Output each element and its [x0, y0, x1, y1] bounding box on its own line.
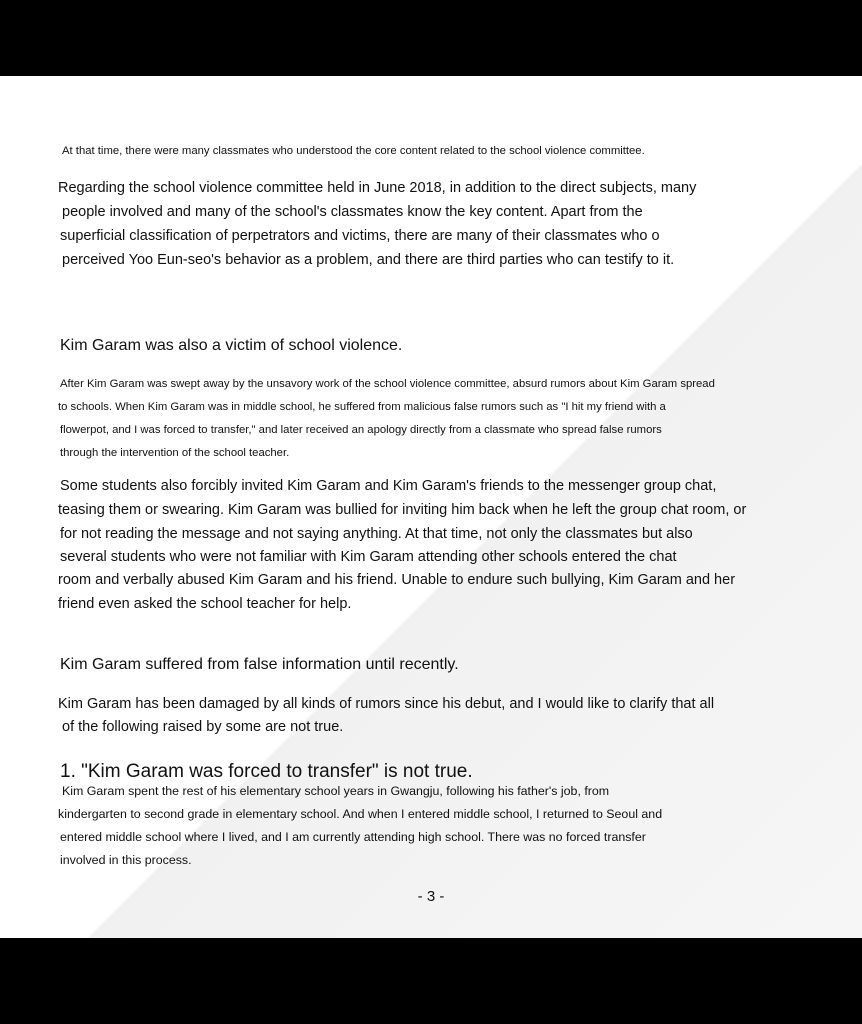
paragraph-line: room and verbally abused Kim Garam and his friend. Unable to endure such bullying, Kim Garam and her	[58, 572, 736, 588]
paragraph-line: Some students also forcibly invited Kim Garam and Kim Garam's friends to the messenger group chat,	[60, 478, 717, 494]
paragraph-line: for not reading the message and not saying anything. At that time, not only the classmates but also	[60, 526, 693, 542]
paragraph-line: entered middle school where I lived, and I am currently attending high school. There was no forced transfer	[60, 830, 646, 844]
paragraph-line: flowerpot, and I was forced to transfer," and later received an apology directly from a classmate who spread false rumors	[60, 424, 662, 436]
paragraph-line: Kim Garam spent the rest of his elementary school years in Gwangju, following his father's job, from	[62, 784, 610, 798]
paragraph-line: teasing them or swearing. Kim Garam was bullied for inviting him back when he left the group chat room, or	[58, 502, 747, 518]
paragraph-line: perceived Yoo Eun-seo's behavior as a problem, and there are third parties who can testify to it.	[62, 252, 675, 268]
document-page	[0, 76, 862, 938]
paragraph-line: of the following raised by some are not true.	[62, 719, 344, 735]
section-heading-false-info: Kim Garam suffered from false information until recently.	[60, 656, 459, 673]
paragraph-line: through the intervention of the school teacher.	[60, 447, 290, 459]
intro-note: At that time, there were many classmates who understood the core content related to the school violence committee.	[62, 145, 645, 157]
paragraph-line: After Kim Garam was swept away by the unsavory work of the school violence committee, absurd rumors about Kim Garam spread	[60, 378, 715, 390]
paragraph-line: friend even asked the school teacher for help.	[58, 596, 352, 612]
paragraph-line: kindergarten to second grade in elementary school. And when I entered middle school, I returned to Seoul and	[58, 807, 663, 821]
section-heading-victim: Kim Garam was also a victim of school violence.	[60, 337, 403, 354]
paragraph-line: people involved and many of the school's classmates know the key content. Apart from the	[62, 204, 643, 220]
paragraph-line: Kim Garam has been damaged by all kinds of rumors since his debut, and I would like to clarify that all	[58, 696, 715, 712]
section-heading-transfer: 1. "Kim Garam was forced to transfer" is not true.	[60, 761, 473, 782]
paragraph-line: to schools. When Kim Garam was in middle school, he suffered from malicious false rumors such as "I hit my friend with a	[58, 401, 666, 413]
paragraph-line: involved in this process.	[60, 853, 192, 867]
paragraph-line: superficial classification of perpetrators and victims, there are many of their classmates who o	[60, 228, 660, 244]
paragraph-line: several students who were not familiar with Kim Garam attending other schools entered the chat	[60, 549, 677, 565]
page-number: - 3 -	[417, 888, 445, 905]
paragraph-line: Regarding the school violence committee held in June 2018, in addition to the direct subjects, many	[58, 180, 697, 196]
